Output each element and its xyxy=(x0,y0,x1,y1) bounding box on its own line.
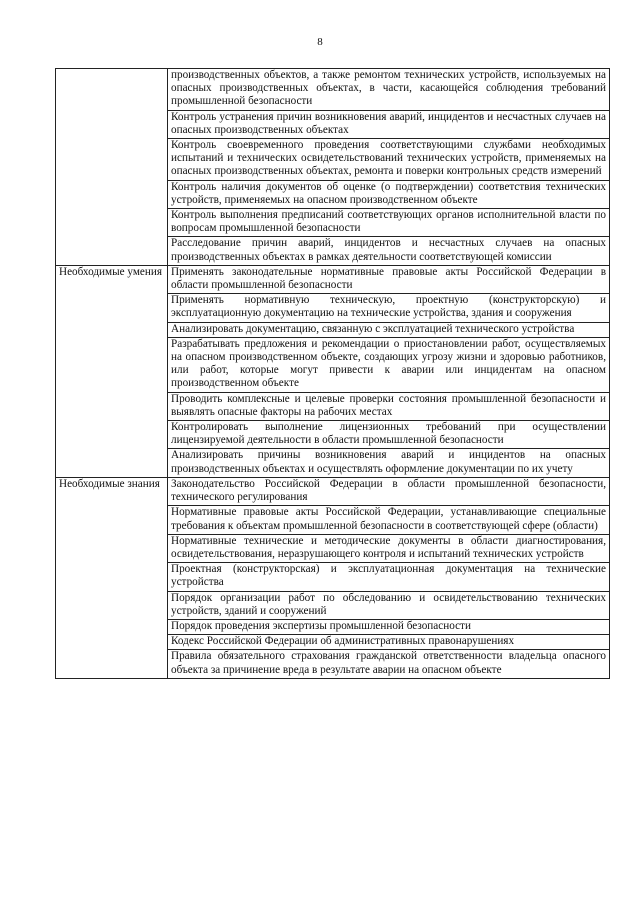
requirement-cell: Применять законодательные нормативные правовые акты Российской Федерации в области промышленной безопасности xyxy=(168,265,610,293)
requirement-cell: Разрабатывать предложения и рекомендации о приостановлении работ, осуществляемых на опасном производственном объекте, создающих угрозу жизни и здоровью работников, или работ, которые могут привести к аварии или инцидентам на опасном производственном объекте xyxy=(168,337,610,392)
requirement-cell: Анализировать причины возникновения аварий и инцидентов на опасных производственных объектах и осуществлять оформление документации по их учету xyxy=(168,449,610,477)
requirement-cell: Расследование причин аварий, инцидентов и несчастных случаев на опасных производственных объектах в рамках деятельности соответствующей комиссии xyxy=(168,237,610,265)
requirement-cell: Нормативные правовые акты Российской Федерации, устанавливающие специальные требования к объектам промышленной безопасности в соответствующей сфере (области) xyxy=(168,506,610,534)
requirement-cell: Контроль выполнения предписаний соответствующих органов исполнительной власти по вопросам промышленной безопасности xyxy=(168,209,610,237)
requirement-cell: Проводить комплексные и целевые проверки состояния промышленной безопасности и выявлять опасные факторы на рабочих местах xyxy=(168,392,610,420)
requirement-cell: производственных объектов, а также ремонтом технических устройств, используемых на опасных производственных объектах, в части, касающейся соблюдения требований промышленной безопасности xyxy=(168,69,610,111)
requirement-cell: Контроль наличия документов об оценке (о подтверждении) соответствия технических устройств, применяемых на опасном производственном объекте xyxy=(168,180,610,208)
section-label: Необходимые умения xyxy=(56,265,168,477)
requirement-cell: Законодательство Российской Федерации в области промышленной безопасности, технического регулирования xyxy=(168,477,610,505)
section-label xyxy=(56,69,168,266)
table-row xyxy=(56,69,610,111)
requirement-cell: Контроль своевременного проведения соответствующими службами необходимых испытаний и технических освидетельствований технических устройств, применяемых на опасных производственных объектах, ремонта и поверки контрольных средств измерений xyxy=(168,139,610,181)
requirement-cell: Правила обязательного страхования гражданской ответственности владельца опасного объекта за причинение вреда в результате аварии на опасном объекте xyxy=(168,650,610,678)
requirement-cell: Анализировать документацию, связанную с эксплуатацией технического устройства xyxy=(168,322,610,337)
requirement-cell: Кодекс Российской Федерации об административных правонарушениях xyxy=(168,635,610,650)
requirement-cell: Контроль устранения причин возникновения аварий, инцидентов и несчастных случаев на опасных производственных объектах xyxy=(168,110,610,138)
table-row xyxy=(56,265,610,293)
requirement-cell: Применять нормативную техническую, проектную (конструкторскую) и эксплуатационную документацию на технические устройства, здания и сооружения xyxy=(168,294,610,322)
section-label: Необходимые знания xyxy=(56,477,168,678)
requirement-cell: Порядок организации работ по обследованию и освидетельствованию технических устройств, зданий и сооружений xyxy=(168,591,610,619)
table-row xyxy=(56,477,610,505)
requirements-table xyxy=(55,68,610,679)
requirement-cell: Контролировать выполнение лицензионных требований при осуществлении лицензируемой деятельности в области промышленной безопасности xyxy=(168,421,610,449)
page-number: 8 xyxy=(317,36,323,48)
requirement-cell: Порядок проведения экспертизы промышленной безопасности xyxy=(168,619,610,634)
requirement-cell: Проектная (конструкторская) и эксплуатационная документация на технические устройства xyxy=(168,563,610,591)
requirement-cell: Нормативные технические и методические документы в области диагностирования, освидетельствования, неразрушающего контроля и испытаний технических устройств xyxy=(168,534,610,562)
